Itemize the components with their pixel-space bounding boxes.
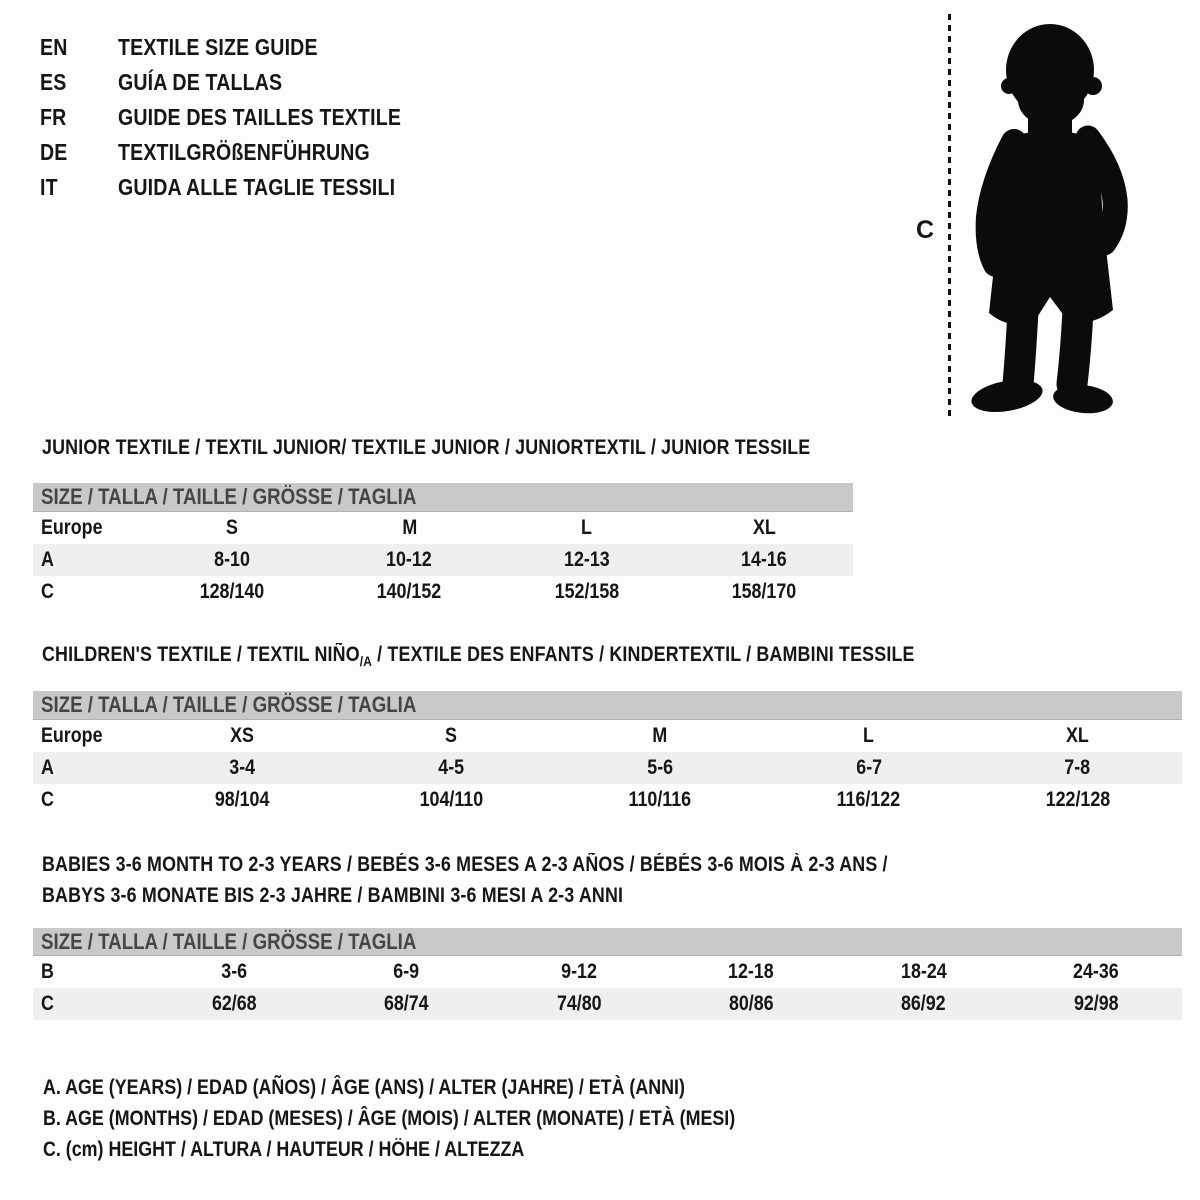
row-label [33,960,148,984]
cell-value-text: 3-6 [221,960,248,983]
language-title: GUIDE DES TAILLES TEXTILE [118,104,402,130]
cell-value-text: 68/74 [384,992,429,1015]
babies-section-title-line1-text: BABIES 3-6 MONTH TO 2-3 YEARS / BEBÉS 3-6 MESES A 2-3 AÑOS / BÉBÉS 3-6 MOIS À 2-3 ANS / [42,853,888,876]
row-label [33,788,138,812]
column-header [676,516,854,540]
cell-value-text: 9-12 [560,960,597,983]
cell-value [320,960,492,984]
legend-line-b-text: B. AGE (MONTHS) / EDAD (MESES) / ÂGE (MOIS) / ALTER (MONATE) / ETÀ (MESI) [43,1107,736,1130]
column-header [973,724,1182,748]
cell-value-text: 24-36 [1072,960,1119,983]
cell-value [320,992,492,1016]
cell-value [143,580,321,604]
cell-value-text: 4-5 [438,756,465,779]
cell-value-text: 7-8 [1064,756,1091,779]
legend-line-b [43,1107,857,1129]
column-header-text: L [863,724,875,747]
cell-value-text: 74/80 [556,992,602,1015]
cell-value [973,756,1182,780]
junior-section-title [42,436,946,460]
language-code [40,104,118,131]
cell-value [138,788,347,812]
cell-value [676,580,854,604]
language-title: TEXTILGRÖßENFÜHRUNG [118,139,370,165]
legend-line-c [43,1138,609,1160]
cell-value-text: 92/98 [1073,992,1119,1015]
table-row [33,544,853,576]
language-code [40,174,118,201]
row-label-text: C [41,788,54,811]
cell-value-text: 116/122 [837,788,901,811]
row-label-text: A [41,548,54,571]
column-header: Europe [41,724,103,747]
column-header-text: L [581,516,593,539]
column-header [138,724,347,748]
legend-line-a-text: A. AGE (YEARS) / EDAD (AÑOS) / ÂGE (ANS) / ALTER (JAHRE) / ETÀ (ANNI) [43,1076,685,1099]
cell-value-text: 110/116 [628,788,692,811]
size-header-text: SIZE / TALLA / TAILLE / GRÖSSE / TAGLIA [41,692,417,717]
cell-value-text: 18-24 [900,960,947,983]
cell-value [148,960,320,984]
title-part: CHILDREN'S TEXTILE / TEXTIL NIÑO [42,643,360,666]
column-header: Europe [41,516,103,539]
column-header [764,724,973,748]
cell-value-text: 6-7 [855,756,882,779]
cell-value [665,992,837,1016]
title-subscript: /A [359,653,373,669]
column-header [556,724,765,748]
table-row [33,988,1182,1020]
cell-value-text: 10-12 [386,548,433,571]
height-measure-dashed-line [948,14,951,416]
column-header [143,516,321,540]
column-header-text: XL [1066,724,1090,747]
cell-value [498,548,676,572]
language-title: TEXTILE SIZE GUIDE [118,34,318,60]
cell-value-text: 12-13 [563,548,610,571]
toddler-silhouette-icon [966,12,1138,416]
language-code [40,69,118,96]
size-header-text: SIZE / TALLA / TAILLE / GRÖSSE / TAGLIA [41,928,417,954]
column-header-text: M [652,724,668,747]
cell-value [138,756,347,780]
title-part: / TEXTILE DES ENFANTS / KINDERTEXTIL / BAMBINI TESSILE [372,643,915,666]
cell-value [143,548,321,572]
cell-value-text: 12-18 [728,960,774,983]
cell-value-text: 6-9 [393,960,420,983]
cell-value-text: 14-16 [741,548,788,571]
table-row [33,784,1182,816]
row-label-text: C [41,580,54,603]
row-label [33,516,143,540]
language-title-list [40,30,451,205]
language-row [40,65,451,100]
cell-value [493,960,665,984]
language-code-text: ES [40,69,67,95]
language-code [40,139,118,166]
cell-value-text: 3-4 [229,756,256,779]
cell-value-text: 122/128 [1045,788,1110,811]
cell-value-text: 104/110 [419,788,483,811]
size-header-text: SIZE / TALLA / TAILLE / GRÖSSE / TAGLIA [41,484,417,509]
babies-section-title-line2 [42,884,726,908]
cell-value [837,960,1009,984]
column-header [321,516,499,540]
cell-value-text: 80/86 [728,992,774,1015]
cell-value [676,548,854,572]
cell-value-text: 152/158 [554,580,620,603]
column-header-text: M [401,516,417,539]
column-header [498,516,676,540]
language-row [40,30,451,65]
table-row [33,752,1182,784]
cell-value [498,580,676,604]
children-section-title [42,643,1069,669]
row-label-text: A [41,756,54,779]
cell-value-text: 128/140 [199,580,265,603]
cell-value [556,788,765,812]
children-section-title-text [42,643,915,669]
junior-section-title-text: JUNIOR TEXTILE / TEXTIL JUNIOR/ TEXTILE JUNIOR / JUNIORTEXTIL / JUNIOR TESSILE [42,436,811,459]
babies-section-title-line1 [42,853,1037,877]
column-header-text: S [225,516,238,539]
cell-value [1010,960,1182,984]
cell-value [764,756,973,780]
table-row [33,512,853,544]
column-header-text: XL [752,516,776,539]
cell-value-text: 158/170 [731,580,797,603]
language-title: GUÍA DE TALLAS [118,69,283,95]
cell-value-text: 86/92 [901,992,946,1015]
language-code-text: DE [40,139,68,165]
cell-value [347,756,556,780]
cell-value [493,992,665,1016]
cell-value [764,788,973,812]
row-label [33,580,143,604]
cell-value-text: 5-6 [647,756,673,779]
row-label [33,548,143,572]
row-label [33,756,138,780]
cell-value [665,960,837,984]
row-label-text: B [41,960,54,983]
language-row [40,135,451,170]
row-label-text: C [41,992,54,1015]
column-header-text: S [445,724,458,747]
cell-value [321,580,499,604]
table-row [33,720,1182,752]
cell-value-text: 98/104 [215,788,270,811]
column-header-text: XS [230,724,255,747]
cell-value [1010,992,1182,1016]
cell-value [973,788,1182,812]
cell-value-text: 62/68 [211,992,257,1015]
cell-value [556,756,765,780]
cell-value-text: 140/152 [376,580,442,603]
size-header-bar [33,483,853,512]
table-row [33,576,853,608]
language-row [40,170,451,205]
cell-value [837,992,1009,1016]
row-label [33,724,138,748]
language-code [40,34,118,61]
size-header-bar [33,928,1182,956]
cell-value [321,548,499,572]
language-row [40,100,451,135]
junior-size-table [33,483,853,608]
language-code-text: FR [40,104,67,130]
language-code-text: IT [40,174,58,200]
language-code-text: EN [40,34,68,60]
measure-label-c: C [916,216,935,244]
size-header-bar [33,691,1182,720]
language-title: GUIDA ALLE TAGLIE TESSILI [118,174,396,200]
table-row [33,956,1182,988]
legend-line-c-text: C. (cm) HEIGHT / ALTURA / HAUTEUR / HÖHE / ALTEZZA [43,1138,525,1161]
babies-size-table [33,928,1182,1020]
column-header [347,724,556,748]
cell-value-text: 8-10 [213,548,250,571]
cell-value [347,788,556,812]
babies-section-title-line2-text: BABYS 3-6 MONATE BIS 2-3 JAHRE / BAMBINI 3-6 MESI A 2-3 ANNI [42,884,624,907]
legend-line-a [43,1076,798,1098]
row-label [33,992,148,1016]
children-size-table [33,691,1182,816]
cell-value [148,992,320,1016]
